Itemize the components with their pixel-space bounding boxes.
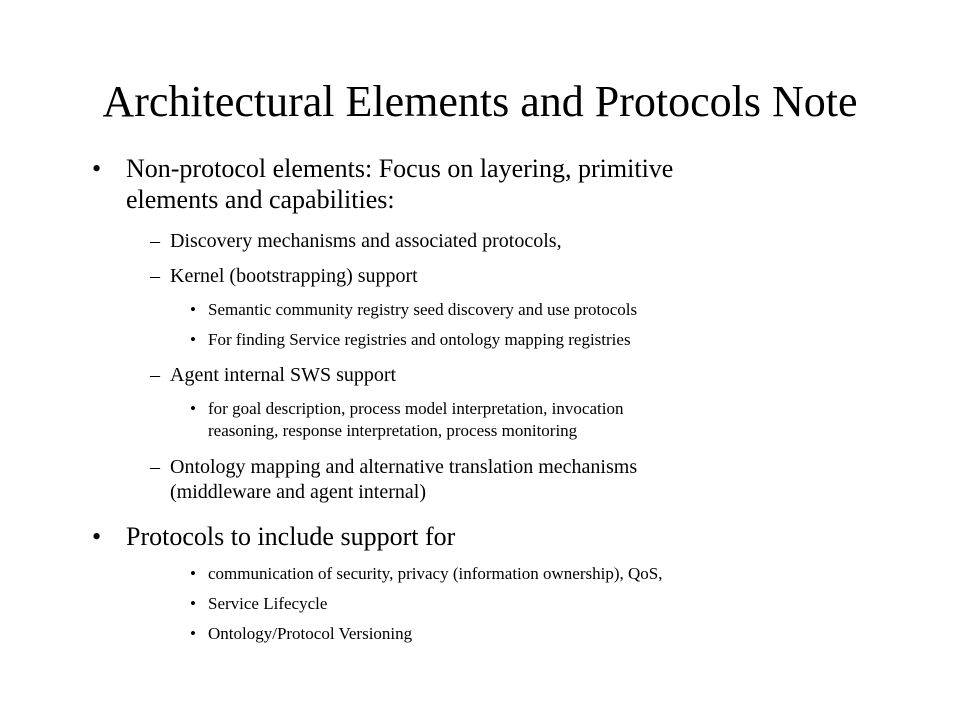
dash-marker: – [150,230,160,252]
sub-sub-bullet-text: communication of security, privacy (information ownership), QoS, [208,564,663,583]
bullet-marker: • [190,564,196,583]
bullet-marker: • [190,594,196,613]
bullet-marker: • [190,399,196,418]
sub-bullet-text: (middleware and agent internal) [170,481,426,503]
sub-sub-bullet-text: For finding Service registries and ontology mapping registries [208,330,631,349]
bullet-text: elements and capabilities: [126,185,395,214]
bullet-text: Protocols to include support for [126,522,456,551]
sub-sub-bullet-text: Service Lifecycle [208,594,328,613]
sub-sub-bullet-text: for goal description, process model interpretation, invocation [208,399,624,418]
dash-marker: – [150,265,160,287]
bullet-marker: • [92,522,102,551]
bullet-text: Non-protocol elements: Focus on layering, primitive [126,154,674,183]
sub-bullet-text: Agent internal SWS support [170,364,397,386]
bullet-marker: • [190,624,196,643]
sub-bullet-text: Discovery mechanisms and associated protocols, [170,230,562,252]
sub-bullet-text: Kernel (bootstrapping) support [170,265,418,287]
dash-marker: – [150,364,160,386]
bullet-marker: • [190,300,196,319]
sub-bullet-text: Ontology mapping and alternative translation mechanisms [170,456,638,478]
sub-sub-bullet-text: Semantic community registry seed discovery and use protocols [208,300,638,319]
bullet-marker: • [190,330,196,349]
bullet-marker: • [92,154,102,183]
dash-marker: – [150,456,160,478]
sub-sub-bullet-text: reasoning, response interpretation, process monitoring [208,421,578,440]
slide-title: Architectural Elements and Protocols Note [102,77,858,126]
sub-sub-bullet-text: Ontology/Protocol Versioning [208,624,413,643]
